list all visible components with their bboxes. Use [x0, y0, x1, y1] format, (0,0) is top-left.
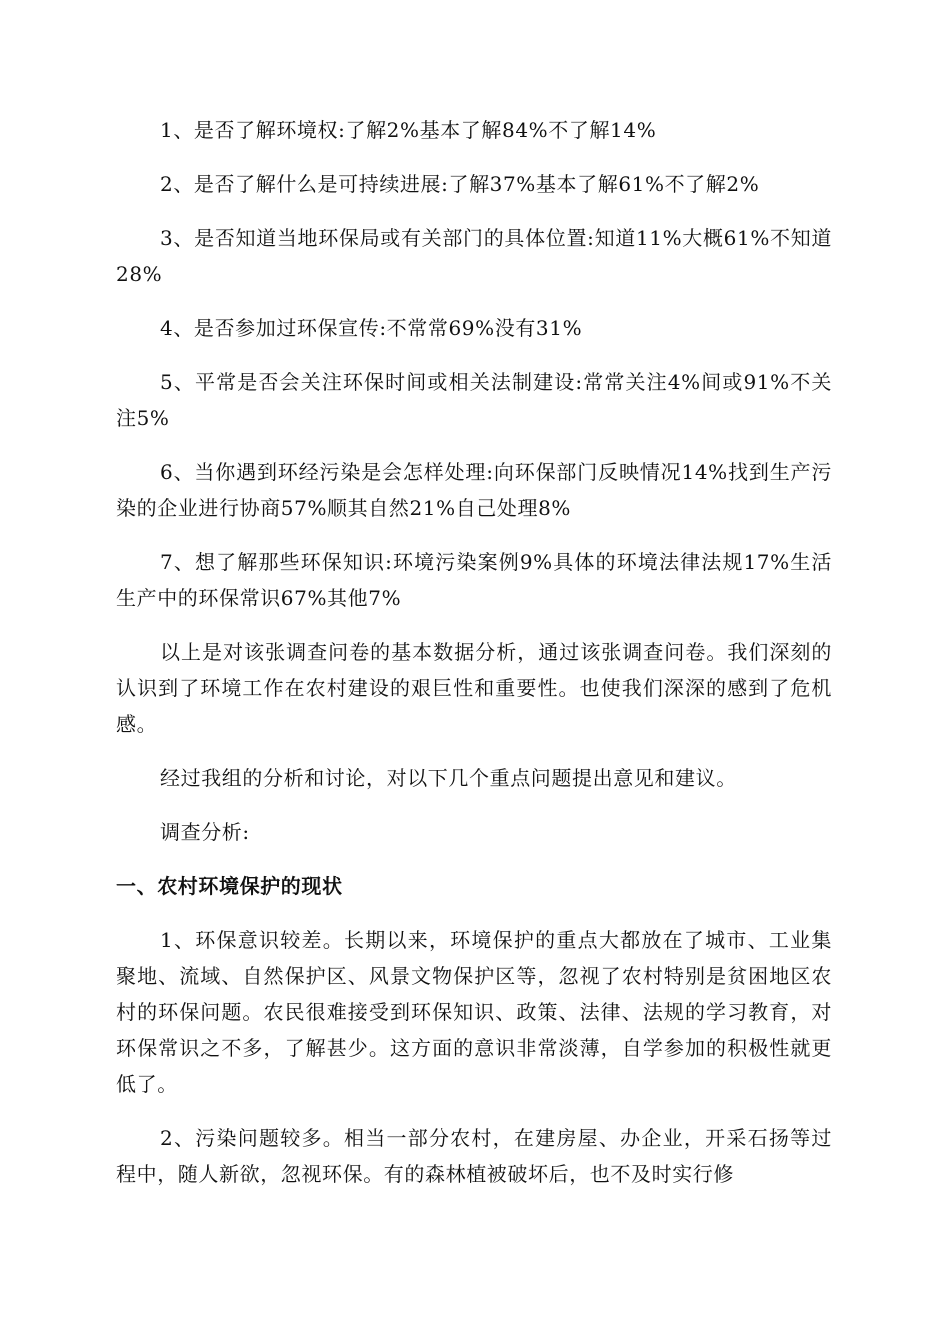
survey-item-1: 1、是否了解环境权:了解2%基本了解84%不了解14% [160, 118, 657, 142]
survey-item-3: 3、是否知道当地环保局或有关部门的具体位置:知道11%大概61%不知道28% [116, 226, 832, 286]
survey-item-2: 2、是否了解什么是可持续进展:了解37%基本了解61%不了解2% [160, 172, 760, 196]
section-paragraph-1: 1、环保意识较差。长期以来，环境保护的重点大都放在了城市、工业集聚地、流域、自然保护区、风景文物保护区等，忽视了农村特别是贫困地区农村的环保问题。农民很难接受到环保知识、政策、法律、法规的学习教育，对环保常识之不多，了解甚少。这方面的意识非常淡薄，自学参加的积极性就更低了。 [116, 928, 832, 1096]
summary-paragraph: 以上是对该张调查问卷的基本数据分析，通过该张调查问卷。我们深刻的认识到了环境工作在农村建设的艰巨性和重要性。也使我们深深的感到了危机感。 [116, 640, 832, 736]
survey-item-7: 7、想了解那些环保知识:环境污染案例9%具体的环境法律法规17%生活生产中的环保常识67%其他7% [116, 550, 832, 610]
survey-item-4: 4、是否参加过环保宣传:不常常69%没有31% [160, 316, 583, 340]
section-heading: 一、农村环境保护的现状 [116, 874, 343, 898]
survey-item-5: 5、平常是否会关注环保时间或相关法制建设:常常关注4%间或91%不关注5% [116, 370, 832, 430]
section-paragraph-2: 2、污染问题较多。相当一部分农村，在建房屋、办企业，开采石扬等过程中，随人新欲，忽视环保。有的森林植被破坏后，也不及时实行修 [116, 1126, 832, 1186]
survey-item-6: 6、当你遇到环经污染是会怎样处理:向环保部门反映情况14%找到生产污染的企业进行协商57%顺其自然21%自己处理8% [116, 460, 832, 520]
analysis-label: 调查分析: [160, 820, 250, 844]
discussion-paragraph: 经过我组的分析和讨论，对以下几个重点问题提出意见和建议。 [160, 766, 737, 790]
document-page [116, 112, 832, 1192]
